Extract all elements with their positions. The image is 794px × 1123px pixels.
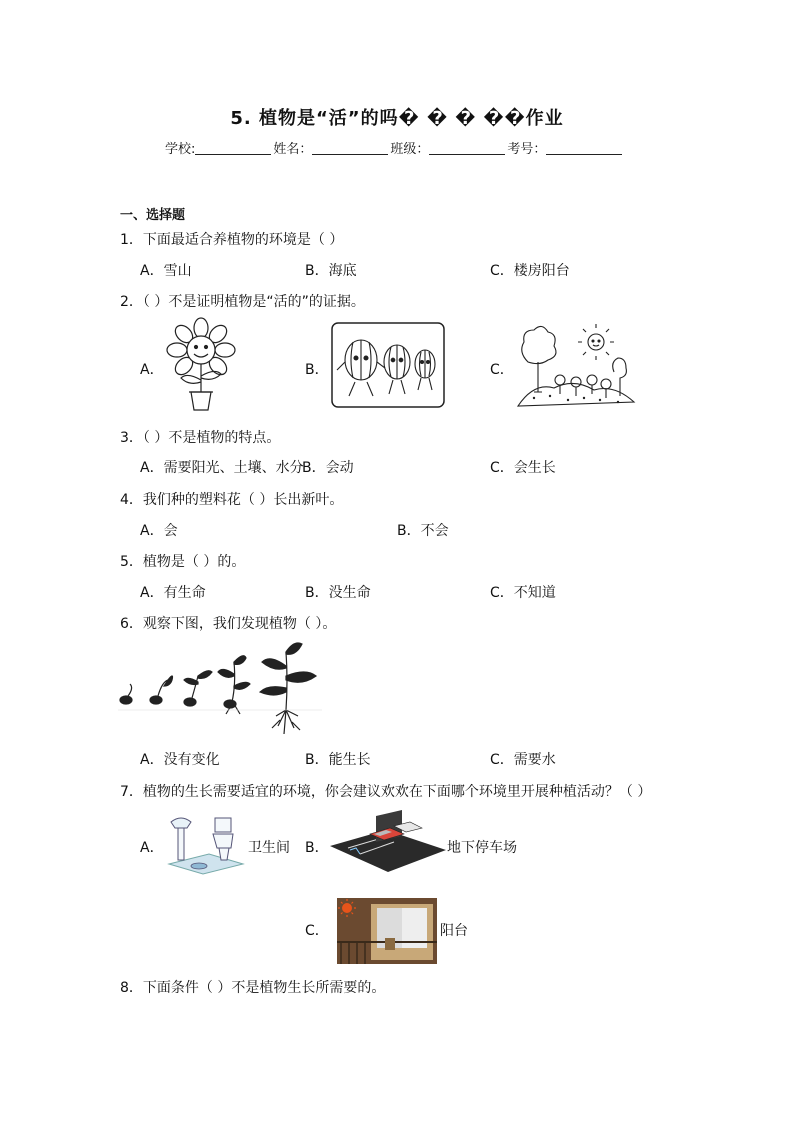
question-4: 4．我们种的塑料花（ ）长出新叶。 <box>120 492 344 508</box>
question-3: 3．（ ）不是植物的特点。 <box>120 430 281 446</box>
page-title: 5. 植物是“活”的吗� � � ��作业 <box>230 108 564 129</box>
q7-option-b[interactable]: B． <box>305 840 329 856</box>
q5-option-b[interactable]: B．没生命 <box>305 585 371 601</box>
school-field[interactable] <box>195 140 271 155</box>
question-1: 1．下面最适合养植物的环境是（ ） <box>120 232 344 248</box>
question-6: 6．观察下图，我们发现植物（ ）。 <box>120 616 337 632</box>
question-7: 7．植物的生长需要适宜的环境，你会建议欢欢在下面哪个环境里开展种植活动？（ ） <box>120 784 652 800</box>
q3-option-b[interactable]: B．会动 <box>302 460 354 476</box>
name-label: 姓名： <box>273 142 313 157</box>
class-field[interactable] <box>429 140 505 155</box>
q1-option-c[interactable]: C．楼房阳台 <box>490 263 570 279</box>
q7-caption-c: 阳台 <box>440 923 468 939</box>
question-2: 2．（ ）不是证明植物是“活的”的证据。 <box>120 294 365 310</box>
q6-option-a[interactable]: A．没有变化 <box>140 752 220 768</box>
q3-option-a[interactable]: A．需要阳光、土壤、水分 <box>140 460 304 476</box>
q3-option-c[interactable]: C．会生长 <box>490 460 556 476</box>
q1-option-a[interactable]: A．雪山 <box>140 263 192 279</box>
q7-option-c[interactable]: C． <box>305 923 329 939</box>
q4-option-b[interactable]: B．不会 <box>397 523 449 539</box>
garden-scene-image <box>514 322 638 410</box>
bathroom-image <box>163 808 245 876</box>
name-field[interactable] <box>312 140 388 155</box>
student-info-row <box>165 138 624 157</box>
q4-option-a[interactable]: A．会 <box>140 523 178 539</box>
q6-option-c[interactable]: C．需要水 <box>490 752 556 768</box>
q5-option-a[interactable]: A．有生命 <box>140 585 206 601</box>
q2-option-b[interactable]: B． <box>305 362 329 378</box>
class-label: 班级： <box>390 142 430 157</box>
walking-watermelons-image <box>331 322 445 408</box>
q1-option-b[interactable]: B．海底 <box>305 263 357 279</box>
school-label: 学校: <box>165 142 196 157</box>
smiling-flower-image <box>163 318 243 414</box>
q7-caption-a: 卫生间 <box>248 840 290 856</box>
section-title: 一、选择题 <box>120 208 186 223</box>
parking-lot-image <box>330 806 446 876</box>
number-field[interactable] <box>546 140 622 155</box>
q2-option-a[interactable]: A． <box>140 362 164 378</box>
q5-option-c[interactable]: C．不知道 <box>490 585 556 601</box>
number-label: 考号： <box>507 142 547 157</box>
q7-option-a[interactable]: A． <box>140 840 164 856</box>
q6-option-b[interactable]: B．能生长 <box>305 752 371 768</box>
q7-caption-b: 地下停车场 <box>447 840 517 856</box>
question-8: 8．下面条件（ ）不是植物生长所需要的。 <box>120 980 386 996</box>
plant-growth-stages-image <box>118 640 322 738</box>
balcony-image <box>337 898 437 964</box>
question-5: 5．植物是（ ）的。 <box>120 554 246 570</box>
q2-option-c[interactable]: C． <box>490 362 514 378</box>
